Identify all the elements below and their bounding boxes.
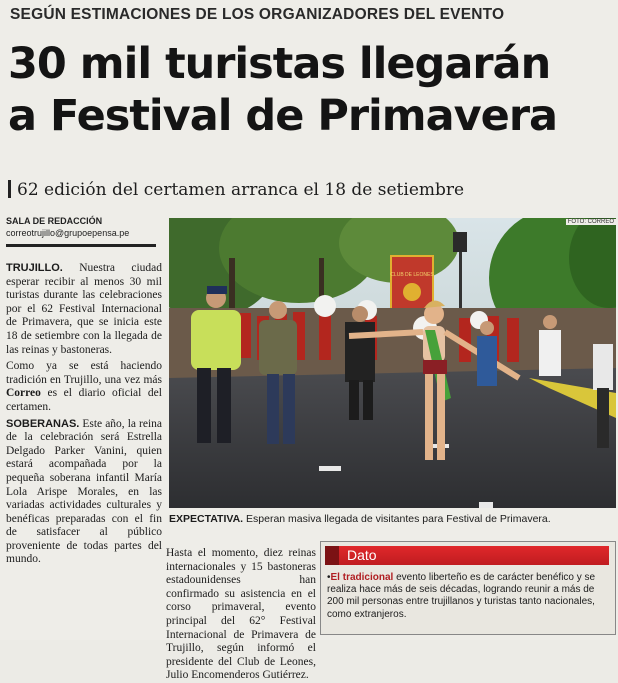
author-email: correotrujillo@grupoepensa.pe [6, 228, 130, 238]
kicker: SEGÚN ESTIMACIONES DE LOS ORGANIZADORES DEL EVENTO [10, 6, 505, 23]
dato-title: Dato [347, 547, 377, 563]
dato-tab [325, 546, 339, 565]
dato-bullet: • [327, 572, 331, 583]
subheadline [8, 180, 464, 200]
article-column-left [6, 262, 162, 570]
paragraph-1-lead: TRUJILLO. [6, 262, 63, 274]
dato-text [327, 572, 609, 621]
paragraph-3 [6, 418, 162, 568]
dato-body: evento liberteño es de carácter benéfico y se realiza hace más de seis décadas, logrando reunir a más de 200 mil personas entre trujillanos y turistas tanto nacionales, como extranjeros. [327, 572, 596, 620]
subhead-text: 62 edición del certamen arranca el 18 de setiembre [17, 180, 465, 200]
headline-line-1: 30 mil turistas llegarán [8, 39, 551, 89]
subhead-bar [8, 180, 11, 198]
caption-label: EXPECTATIVA. [169, 513, 244, 525]
paragraph-2-text-a: Como ya se está haciendo tradición en Trujillo, una vez más [6, 360, 162, 386]
paragraph-3-text: Este año, la reina de la celebración será Estrella Delgado Parker Vanini, quien estará acompañada por la pequeña soberana infantil María Lola Arispe Morales, en las variadas actividades culturales y benéficas preparadas con el fin de satisfacer al público proveniente de todas partes del mundo. [6, 417, 162, 566]
byline: SALA DE REDACCIÓN [6, 216, 103, 226]
parade-photo [169, 218, 616, 508]
photo-credit: FOTO: CORREO [567, 219, 614, 225]
paragraph-2-text-b: es el diario oficial del certamen. [6, 387, 162, 413]
dato-box [320, 541, 616, 635]
byline-block [6, 216, 158, 247]
byline-rule [6, 244, 156, 247]
paragraph-1 [6, 262, 162, 357]
dato-lead: El tradicional [330, 572, 394, 583]
parade-illustration [169, 218, 616, 508]
photo-caption [169, 513, 614, 525]
paragraph-4-text: Hasta el momento, diez reinas internacionales y 15 bastoneras estadounidenses han confirmado su asistencia en el corso primaveral, evento principal del 62° Festival Internacional de Primavera de Trujillo, según informó el presidente del Club de Leones, Julio Encomenderos Gutiérrez. [166, 547, 316, 682]
paragraph-3-lead: SOBERANAS. [6, 417, 80, 430]
paragraph-2-bold: Correo [6, 387, 41, 400]
headline [8, 38, 612, 142]
banner-text: CLUB DE LEONES [390, 272, 434, 278]
headline-line-2: a Festival de Primavera [8, 91, 558, 141]
article-column-middle [166, 547, 316, 683]
caption-text: Esperan masiva llegada de visitantes para Festival de Primavera. [243, 513, 551, 525]
paragraph-2 [6, 360, 162, 414]
dato-header [325, 546, 609, 565]
paragraph-1-text: Nuestra ciudad esperar recibir al menos 30 mil turistas durante las celebraciones por el 62 Festival Internacional de Primavera, que se inicia este 18 de setiembre con la llegada de las reinas y bastoneras. [6, 262, 162, 356]
